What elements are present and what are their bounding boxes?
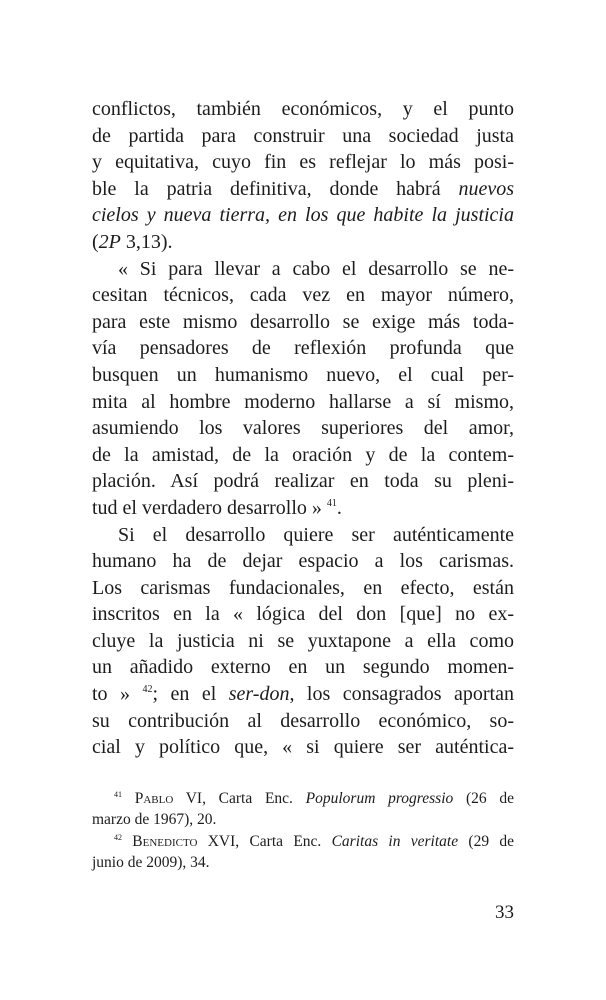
text-line: de partida para construir una sociedad justa	[92, 124, 514, 147]
text-line: su contribución al desarrollo económico, so-	[92, 709, 514, 732]
text-run: tud el verdadero desarrollo »	[92, 496, 327, 519]
text-line: de la amistad, de la oración y de la contem-	[92, 443, 514, 466]
paragraph-3	[92, 522, 514, 761]
footnote-title: Caritas in veritate	[331, 833, 459, 851]
text-line	[92, 495, 514, 522]
footnote-41	[92, 789, 514, 830]
text-run: (26 de	[453, 790, 515, 807]
text-run: (	[92, 230, 99, 253]
italic-text: cielos y nueva tierra, en los que habite la justicia	[92, 204, 514, 227]
text-line: « Si para llevar a cabo el desarrollo se ne-	[118, 257, 514, 280]
footnote-author: Benedicto XVI	[132, 833, 236, 851]
text-line	[92, 229, 514, 256]
text-line: busquen un humanismo nuevo, el cual per-	[92, 363, 514, 386]
text-line	[92, 176, 514, 203]
text-line: cluye la justicia ni se yuxtapone a ella como	[92, 629, 514, 652]
text-run: to »	[92, 683, 143, 706]
text-line: Si el desarrollo quiere ser auténticamente	[118, 523, 514, 546]
text-line: cesitan técnicos, cada vez en mayor número,	[92, 284, 514, 307]
text-run: .	[336, 496, 342, 519]
text-run: , los consagrados aportan	[289, 683, 514, 706]
text-line: Los carismas fundacionales, en efecto, están	[92, 576, 514, 599]
text-line: conflictos, también económicos, y el punto	[92, 98, 514, 120]
text-run: 3,13).	[120, 230, 173, 253]
footnote-ref[interactable]: 42	[142, 684, 153, 696]
page-number: 33	[495, 902, 514, 923]
text-line: mita al hombre moderno hallarse a sí mismo,	[92, 390, 514, 413]
text-run: ble la patria definitiva, donde habrá	[92, 177, 459, 200]
footnote-author: Pablo VI	[134, 790, 203, 807]
footnotes	[92, 789, 514, 875]
text-line: para este mismo desarrollo se exige más toda-	[92, 310, 514, 333]
text-line: humano ha de dejar espacio a los carismas.	[92, 550, 514, 573]
footnote-ref[interactable]: 41	[326, 497, 337, 509]
text-line: cial y político que, « si quiere ser auténtica-	[92, 736, 514, 759]
text-line	[92, 789, 514, 810]
paragraph-2	[92, 256, 514, 522]
text-line	[92, 681, 514, 708]
text-run: , Carta Enc.	[202, 790, 306, 807]
text-line: asumiendo los valores superiores del amor,	[92, 417, 514, 440]
text-line: plación. Así podrá realizar en toda su pleni-	[92, 470, 514, 493]
text-run: , Carta Enc.	[235, 833, 332, 851]
text-line: un añadido externo en un segundo momen-	[92, 656, 514, 679]
page-body	[92, 96, 514, 761]
text-run: ; en el	[152, 683, 229, 706]
footnote-title: Populorum progressio	[305, 790, 454, 807]
text-line: junio de 2009), 34.	[92, 853, 210, 871]
footnote-42	[92, 832, 514, 873]
text-line: y equitativa, cuyo fin es reflejar lo más posi-	[92, 151, 514, 174]
text-line: marzo de 1967), 20.	[92, 810, 217, 828]
text-line	[92, 202, 514, 229]
footnote-number: 41	[114, 790, 122, 799]
italic-text: ser-don	[228, 683, 290, 706]
text-line	[92, 832, 514, 853]
text-run: (29 de	[458, 833, 514, 851]
footnote-number: 42	[114, 833, 122, 843]
bible-reference: 2P	[98, 230, 121, 253]
text-line: vía pensadores de reflexión profunda que	[92, 337, 514, 360]
text-line: inscritos en la « lógica del don [que] no ex-	[92, 603, 514, 626]
italic-text: nuevos	[458, 177, 514, 200]
paragraph-1	[92, 96, 514, 256]
